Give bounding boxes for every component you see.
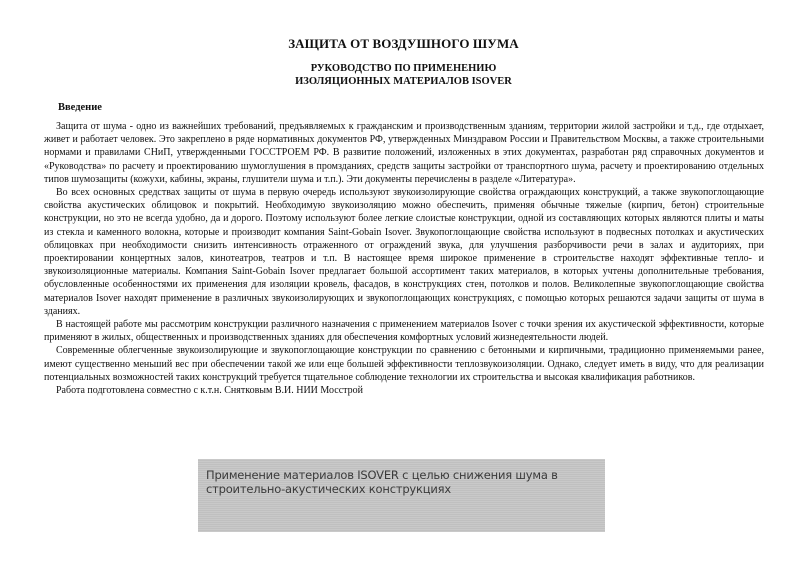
paragraph: В настоящей работе мы рассмотрим конструкции различного назначения с применением материалов Isover с точки зрения их акустической эффективности, которые применяют в жилых, общественных и производственных зданиях для обеспечения комфортных условий жизнедеятельности людей. — [44, 319, 764, 344]
introduction-body — [44, 120, 764, 397]
paragraph: Во всех основных средствах защиты от шума в первую очередь используют звукоизолирующие свойства ограждающих конструкций, а также звукопоглощающие свойства акустических облицовок и покрытий. Необходимую звукоизоляцию можно обеспечить, применяя обычные тяжелые (кирпич, бетон) строительные конструкции, но это не всегда удобно, да и дорого. Поэтому используют более легкие слоистые конструкции, одной из составляющих которых являются плиты и маты из стекла и каменного волокна, которые и производит компания Saint-Gobain Isover. Звукопоглощающие свойства используют в подвесных потолках и акустических облицовках при необходимости снизить интенсивность отраженного от ограждений звука, для улучшения разборчивости речи в залах и аудиториях, при проектировании концертных залов, кинотеатров, театров и т.п. В настоящее время широкое применение в строительстве находят эффективные тепло- и звукоизоляционные материалы. Компания Saint-Gobain Isover предлагает большой ассортимент таких материалов, в которых учтены дополнительные требования, обусловленные особенностями их применения для изоляции кровель, фасадов, в конструкциях стен, потолков и полов. Великолепные звукопоглощающие свойства материалов Isover находят применение в различных звукоизолирующих и звукопоглощающих конструкциях, с помощью которых решаются задачи защиты от шума в зданиях. — [44, 187, 764, 317]
caption-banner — [198, 459, 605, 532]
caption-text — [206, 468, 596, 496]
section-heading-introduction: Введение — [58, 102, 102, 113]
subtitle-line-2: ИЗОЛЯЦИОННЫХ МАТЕРИАЛОВ ISOVER — [295, 76, 512, 87]
subtitle-line-1: РУКОВОДСТВО ПО ПРИМЕНЕНИЮ — [310, 63, 497, 74]
paragraph: Современные облегченные звукоизолирующие и звукопоглощающие конструкции по сравнению с бетонными и кирпичными, традиционно применяемыми ранее, имеют существенно меньший вес при обеспечении такой же или еще большей эффективности теплозвукоизоляции. Однако, следует иметь в виду, что для реализации потенциальных возможностей таких конструкций требуется тщательное соблюдение технологии их строительства и высокая квалификация работников. — [44, 345, 764, 383]
paragraph: Защита от шума - одно из важнейших требований, предъявляемых к гражданским и производственным зданиям, территории жилой застройки и т.д., где отдыхает, живет и работает человек. Это закреплено в ряде нормативных документов РФ, утвержденных Минздравом России и Правительством Москвы, а также строительными нормами и правилами СНиП, утвержденными ГОССТРОЕМ РФ. В развитие положений, изложенных в этих документах, разработан ряд справочных документов и «Руководства» по расчету и проектированию шумоглушения в промзданиях, средств защиты застройки от транспортного шума, расчету и проектированию отдельных типов шумозащиты (кожухи, кабины, экраны, глушители шума и т.п.). Эти документы перечислены в разделе «Литература». — [44, 121, 764, 185]
caption-line-1: Применение материалов ISOVER с целью снижения шума в — [206, 468, 558, 482]
paragraph: Работа подготовлена совместно с к.т.н. Снятковым В.И. НИИ Мосстрой — [56, 385, 364, 397]
document-title: ЗАЩИТА ОТ ВОЗДУШНОГО ШУМА — [288, 36, 519, 51]
caption-line-2: строительно-акустических конструкциях — [206, 482, 452, 496]
document-subtitle — [0, 62, 807, 88]
